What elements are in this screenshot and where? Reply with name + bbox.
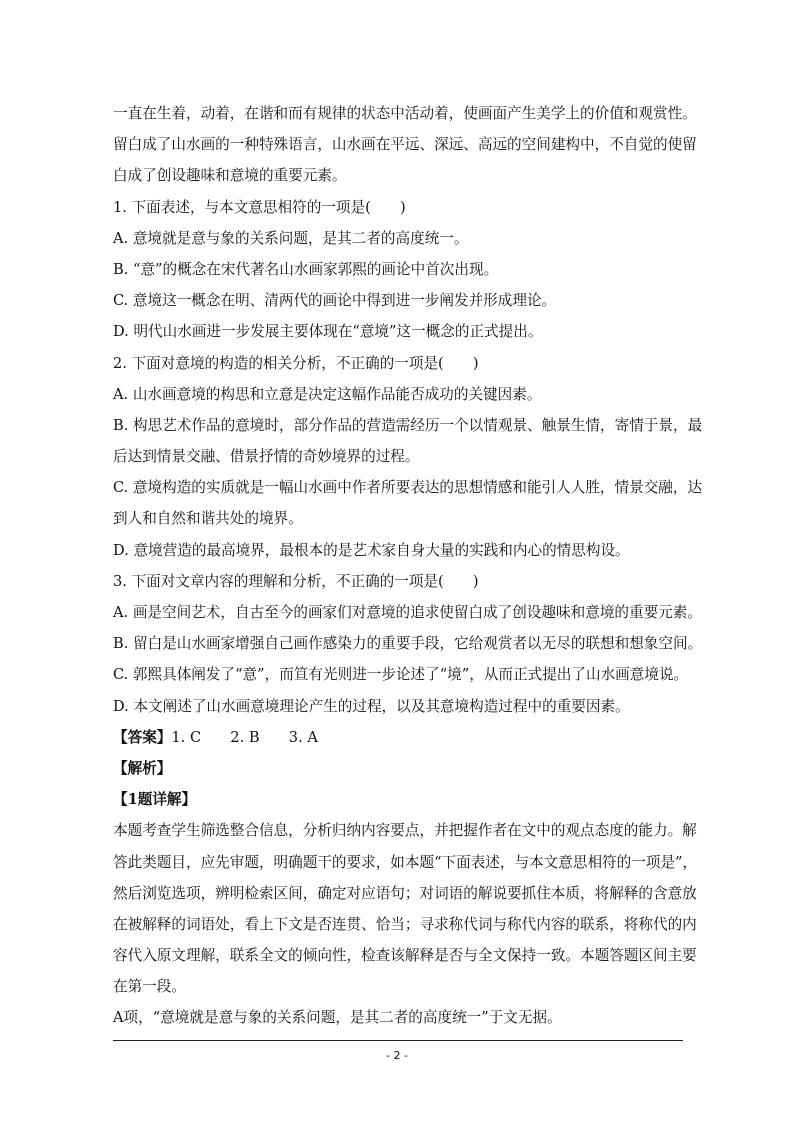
- answer-text: 1. C 2. B 3. A: [171, 728, 318, 746]
- question-3: [113, 566, 703, 722]
- option-line: 到人和自然和谐共处的境界。: [113, 510, 303, 528]
- option-c: C. 郭熙具体阐发了“意”，而笪有光则进一步论述了“境”，从而正式提出了山水画意境说。: [113, 666, 689, 684]
- question-stem: 3. 下面对文章内容的理解和分析，不正确的一项是( ): [113, 572, 479, 590]
- analysis-line: A项，“意境就是意与象的关系问题，是其二者的高度统一”于文无据。: [113, 1009, 562, 1027]
- passage-line: 留白成了山水画的一种特殊语言，山水画在平远、深远、高远的空间建构中，不自觉的使留: [113, 136, 697, 154]
- option-line: 后达到情景交融、借景抒情的奇妙境界的过程。: [113, 448, 420, 466]
- analysis-line: 在被解释的词语处，看上下文是否连贯、恰当；寻求称代词与称代内容的联系，将称代的内: [113, 915, 697, 933]
- option-line: B. 构思艺术作品的意境时，部分作品的营造需经历一个以情观景、触景生情，寄情于景，最: [113, 416, 703, 434]
- analysis-line: 容代入原文理解，联系全文的倾向性，检查该解释是否与全文保持一致。本题答题区间主要: [113, 947, 697, 965]
- question-1: [113, 192, 683, 348]
- analysis-line: 然后浏览选项，辨明检索区间，确定对应语句；对词语的解说要抓住本质，将解释的含意放: [113, 884, 697, 902]
- passage-line: 白成了创设趣味和意境的重要元素。: [113, 167, 347, 185]
- question-2: [113, 348, 703, 566]
- option-a: A. 山水画意境的构思和立意是决定这幅作品能否成功的关键因素。: [113, 385, 542, 403]
- question-stem: 2. 下面对意境的构造的相关分析，不正确的一项是( ): [113, 354, 479, 372]
- option-line: C. 意境构造的实质就是一幅山水画中作者所要表达的思想情感和能引人人胜，情景交融，达: [113, 479, 703, 497]
- analysis-sub-label: 【1题详解】: [113, 791, 197, 809]
- passage-continuation: [113, 98, 697, 192]
- analysis-line: 答此类题目，应先审题，明确题干的要求，如本题“下面表述，与本文意思相符的一项是”，: [113, 853, 698, 871]
- option-b: [113, 410, 703, 472]
- analysis-text: [113, 815, 698, 1033]
- analysis-label: 【解析】: [113, 759, 172, 777]
- question-stem: 1. 下面表述，与本文意思相符的一项是( ): [113, 198, 406, 216]
- option-d: D. 本文阐述了山水画意境理论产生的过程，以及其意境构造过程中的重要因素。: [113, 697, 630, 715]
- option-a: A. 画是空间艺术，自古至今的画家们对意境的追求使留白成了创设趣味和意境的重要元素。: [113, 604, 702, 621]
- option-c: C. 意境这一概念在明、清两代的画论中得到进一步阐发并形成理论。: [113, 292, 557, 310]
- option-b: B. 留白是山水画家增强自己画作感染力的重要手段，它给观赏者以无尽的联想和想象空间。: [113, 635, 703, 653]
- analysis-line: 本题考查学生筛选整合信息，分析归纳内容要点，并把握作者在文中的观点态度的能力。解: [113, 822, 697, 840]
- answer-label: 【答案】: [113, 728, 172, 746]
- passage-line: 一直在生着，动着，在谐和而有规律的状态中活动着，使画面产生美学上的价值和观赏性。: [113, 105, 697, 122]
- option-d: D. 意境营造的最高境界，最根本的是艺术家自身大量的实践和内心的情思构设。: [113, 541, 630, 559]
- option-d: D. 明代山水画进一步发展主要体现在“意境”这一概念的正式提出。: [113, 323, 543, 341]
- option-b: B. “意”的概念在宋代著名山水画家郭熙的画论中首次出现。: [113, 260, 499, 278]
- analysis-line: 在第一段。: [113, 978, 186, 996]
- document-body: [113, 98, 703, 1034]
- page-number: - 2 -: [386, 1049, 408, 1062]
- answer-row: [113, 722, 683, 753]
- option-c: [113, 472, 703, 534]
- footer-divider: [113, 1040, 683, 1041]
- option-a: A. 意境就是意与象的关系问题，是其二者的高度统一。: [113, 229, 469, 247]
